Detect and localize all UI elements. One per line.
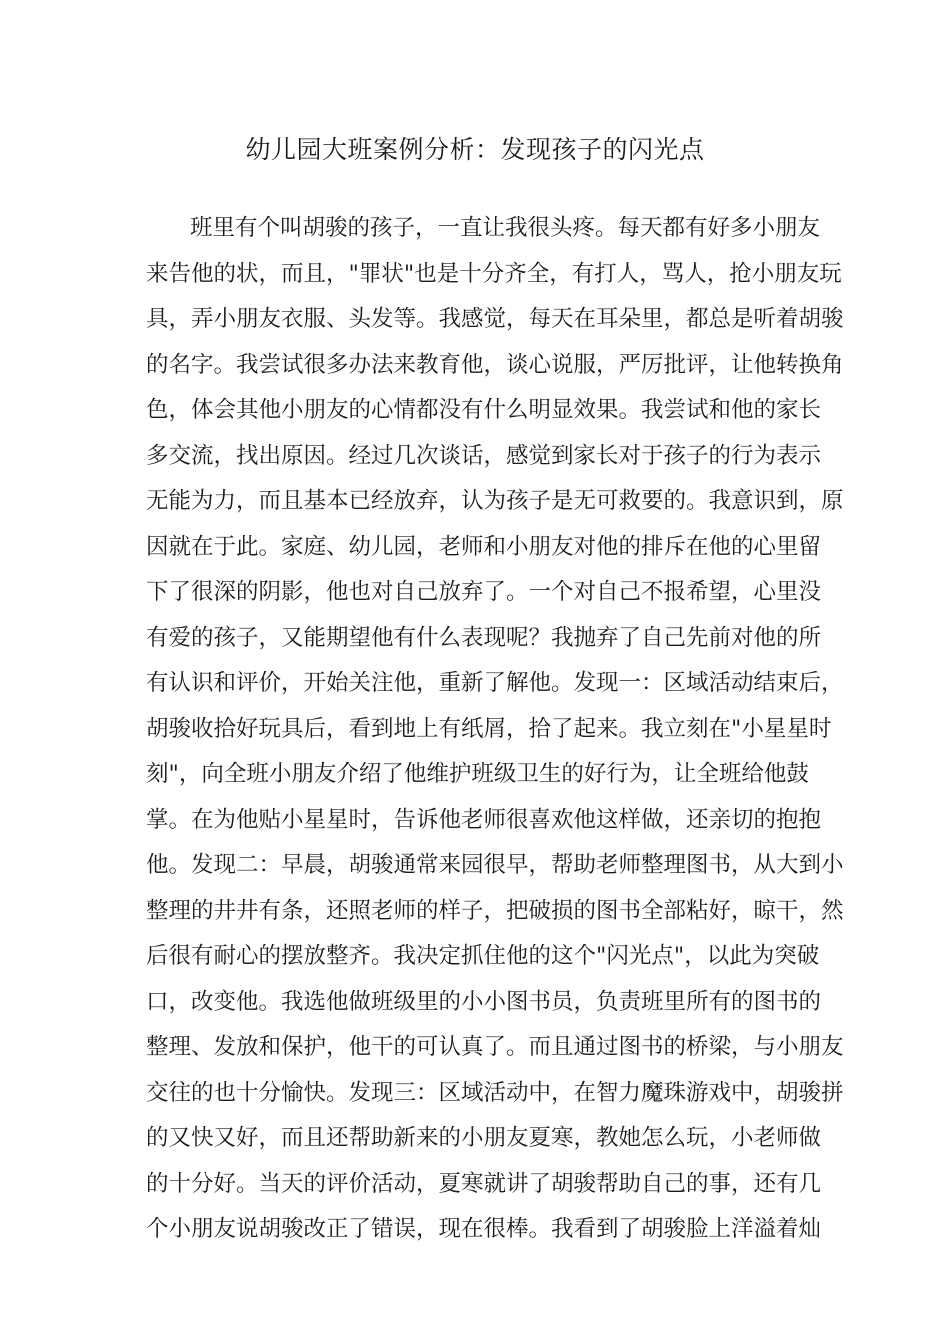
paragraph-line: 班里有个叫胡骏的孩子，一直让我很头疼。每天都有好多小朋友 xyxy=(190,215,821,241)
paragraph-line: 刻"，向全班小朋友介绍了他维护班级卫生的好行为，让全班给他鼓 xyxy=(146,761,809,787)
paragraph-line: 个小朋友说胡骏改正了错误，现在很棒。我看到了胡骏脸上洋溢着灿 xyxy=(146,1216,822,1242)
paragraph-line: 无能为力，而且基本已经放弃，认为孩子是无可救要的。我意识到，原 xyxy=(146,488,844,514)
paragraph-line: 整理、发放和保护，他干的可认真了。而且通过图书的桥梁，与小朋友 xyxy=(146,1034,844,1060)
paragraph-line: 有爱的孩子，又能期望他有什么表现呢？我抛弃了自己先前对他的所 xyxy=(146,624,822,651)
paragraph-line: 的名字。我尝试很多办法来教育他，谈心说服，严厉批评，让他转换角 xyxy=(146,351,844,378)
paragraph-line: 他。发现二：早晨，胡骏通常来园很早，帮助老师整理图书，从大到小 xyxy=(146,852,844,878)
paragraph-line: 具，弄小朋友衣服、头发等。我感觉，每天在耳朵里，都总是听着胡骏 xyxy=(146,306,844,332)
paragraph-line: 掌。在为他贴小星星时，告诉他老师很喜欢他这样做，还亲切的抱抱 xyxy=(146,806,822,833)
paragraph-line: 有认识和评价，开始关注他，重新了解他。发现一：区域活动结束后， xyxy=(146,670,844,696)
paragraph-line: 的十分好。当天的评价活动，夏寒就讲了胡骏帮助自己的事，还有几 xyxy=(146,1170,822,1197)
paragraph-line: 胡骏收拾好玩具后，看到地上有纸屑，拾了起来。我立刻在"小星星时 xyxy=(146,715,832,742)
paragraph-line: 色，体会其他小朋友的心情都没有什么明显效果。我尝试和他的家长 xyxy=(146,397,822,423)
paragraph-line: 因就在于此。家庭、幼儿园，老师和小朋友对他的排斥在他的心里留 xyxy=(146,533,822,560)
paragraph-line: 后很有耐心的摆放整齐。我决定抓住他的这个"闪光点"，以此为突破 xyxy=(146,943,820,969)
paragraph-line: 的又快又好，而且还帮助新来的小朋友夏寒，教她怎么玩，小老师做 xyxy=(146,1125,822,1151)
document-title: 幼儿园大班案例分析：发现孩子的闪光点 xyxy=(245,135,705,164)
paragraph-line: 整理的井井有条，还照老师的样子，把破损的图书全部粘好，晾干，然 xyxy=(146,897,844,924)
paragraph-line: 多交流，找出原因。经过几次谈话，感觉到家长对于孩子的行为表示 xyxy=(146,442,822,469)
paragraph-line: 来告他的状，而且，"罪状"也是十分齐全，有打人，骂人，抢小朋友玩 xyxy=(146,260,842,287)
paragraph-line: 口，改变他。我选他做班级里的小小图书员，负责班里所有的图书的 xyxy=(146,988,822,1015)
document-body xyxy=(146,206,844,1253)
paragraph-line: 下了很深的阴影，他也对自己放弃了。一个对自己不报希望，心里没 xyxy=(146,579,822,605)
paragraph-line: 交往的也十分愉快。发现三：区域活动中，在智力魔珠游戏中，胡骏拼 xyxy=(146,1079,844,1106)
